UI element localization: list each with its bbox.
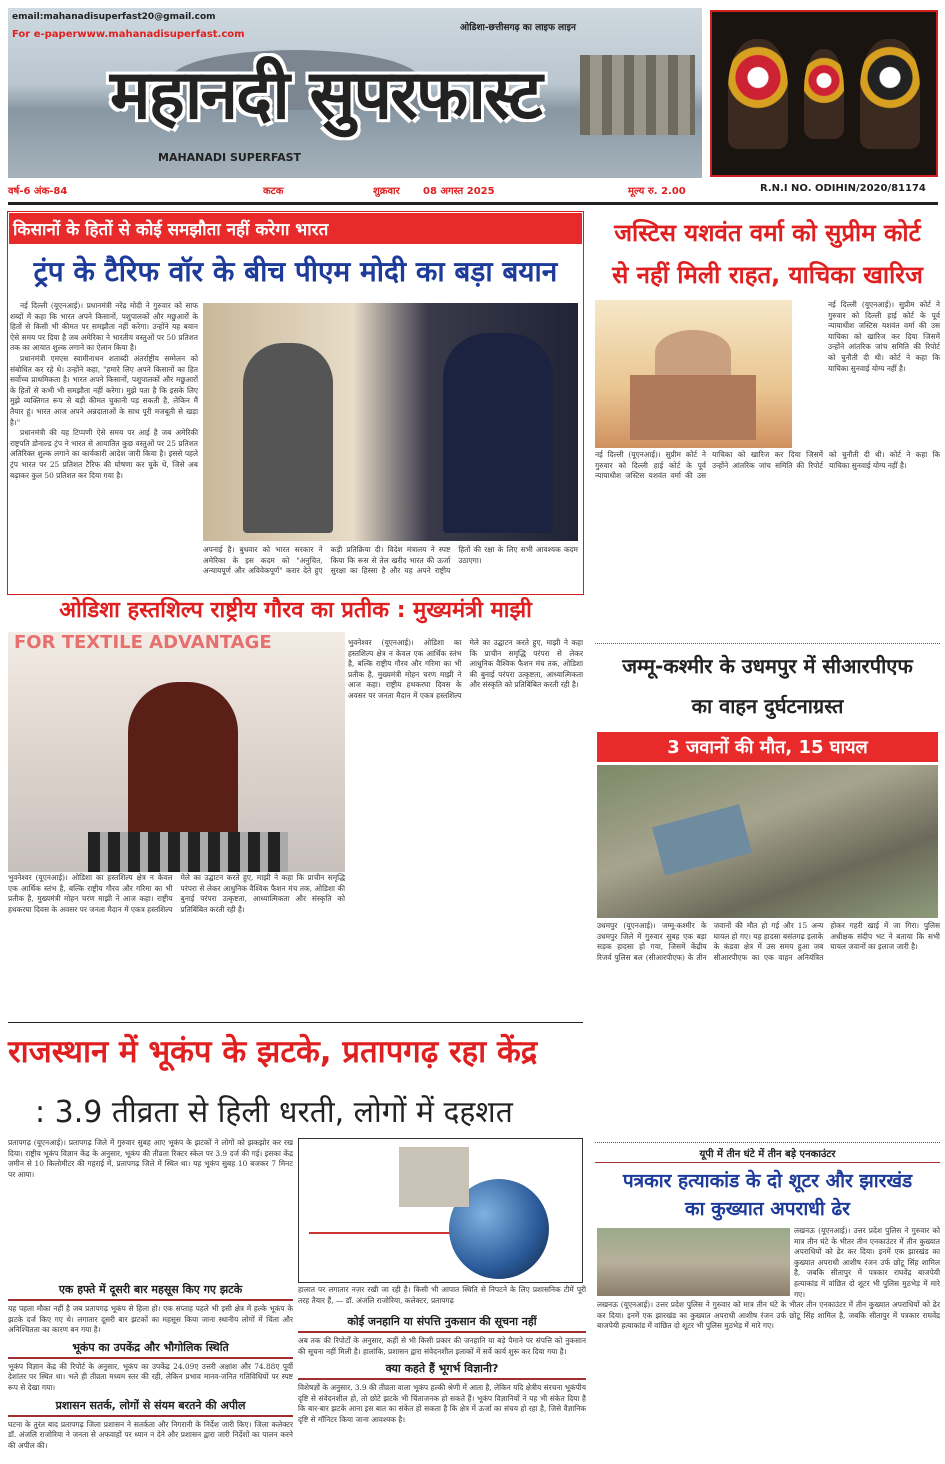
headline-text: राजस्थान में भूकंप के झटके, प्रतापगढ़ रहा केंद्र <box>8 1034 538 1070</box>
damaged-room-photo <box>399 1147 469 1207</box>
quake-story-headline-2[interactable]: : 3.9 तीव्रता से हिली धरती, लोगों में दहशत <box>35 1095 513 1130</box>
section-text: घटना के तुरंत बाद प्रतापगढ़ जिला प्रशासन ने सतर्कता और निगरानी के निर्देश जारी किए। जिला कलेक्टर डॉ. अंजलि राजोरिया ने जनता से अफवाहों पर ध्यान न देने और प्रशासन द्वारा जारी निर्देशों का पालन करने की अपील की। <box>8 1419 293 1450</box>
encounter-body: लखनऊ (यूएनआई)। उत्तर प्रदेश पुलिस ने गुरुवार को मात्र तीन घंटे के भीतर तीन एनकाउंटर में तीन कुख्यात अपराधियों को ढेर कर दिया। इनमें एक झारखंड का कुख्यात अपराधी आशीष रंजन उर्फ छोटू सिंह शामिल है, जबकि सीतापुर में पत्रकार राघवेंद्र बाजपेयी हत्याकांड में वांछित दो शूटर भी पुलिस मुठभेड़ में मारे गए। <box>794 1226 940 1298</box>
earthquake-graphic <box>298 1138 583 1283</box>
person-figure <box>443 333 553 533</box>
dam-image <box>580 55 695 135</box>
microphones <box>88 832 288 872</box>
subheading: क्या कहते हैं भूगर्भ विज्ञानी? <box>298 1361 586 1380</box>
encounter-headline-2[interactable]: का कुख्यात अपराधी ढेर <box>685 1198 850 1220</box>
masthead-tagline: ओडिशा-छत्तीसगढ़ का लाइफ लाइन <box>460 23 576 33</box>
odisha-story-body: भुवनेश्वर (यूएनआई)। ओडिशा का हस्तशिल्प क्षेत्र न केवल एक आर्थिक स्तंभ है, बल्कि राष्ट्रीय गौरव और गरिमा का भी प्रतीक है, मुख्यमंत्री मोहन चरण माझी ने आज कहा। राष्ट्रीय हथकरघा दिवस के अवसर पर जनता मैदान में एकत्र हस्तशिल्प मेले का उद्घाटन करते हुए, माझी ने कहा कि प्राचीन समृद्धि परंपरा से लेकर आधुनिक वैश्विक फैशन मंच तक, ओडिशा की बुनाई परंपरा उत्कृष्टता, आध्यात्मिकता और संस्कृति को प्रतिबिंबित करती रही है। <box>348 638 583 700</box>
crpf-story-headline-1[interactable]: जम्मू-कश्मीर के उधमपुर में सीआरपीएफ <box>622 654 913 678</box>
paragraph: नई दिल्ली (यूएनआई)। प्रधानमंत्री नरेंद्र मोदी ने गुरुवार को साफ शब्दों में कहा कि भारत अपने किसानों, पशुपालकों और मछुआरों के हितों से किसी भी कीमत पर समझौता नहीं करेगा। उन्होंने यह बयान ऐसे समय पर दिया है जब अमेरिका ने भारतीय वस्तुओं पर 50 प्रतिशत तक का आयात शुल्क लगाने का ऐलान किया है। <box>10 301 198 353</box>
section-text: अब तक की रिपोर्टों के अनुसार, कहीं से भी किसी प्रकार की जनहानि या बड़े पैमाने पर संपत्ति को नुकसान की सूचना नहीं मिली है। हालांकि, प्रशासन द्वारा संवेदनशील इलाकों में सर्वे कार्य शुरू कर दिया गया है। <box>298 1336 586 1356</box>
section-text: यह पहला मौका नहीं है जब प्रतापगढ़ भूकंप से हिला हो। एक सप्ताह पहले भी इसी क्षेत्र में हल्के भूकंप के झटके दर्ज किए गए थे। लगातार दूसरी बार झटकों का महसूस किया जाना स्थानीय लोगों में चिंता और अनिश्चितता का कारण बन गया है। <box>8 1304 293 1335</box>
lead-story-kicker: किसानों के हितों से कोई समझौता नहीं करेगा भारत <box>9 213 582 244</box>
divider <box>8 202 938 205</box>
day: शुक्रवार <box>373 186 400 197</box>
lead-story-headline[interactable]: ट्रंप के टैरिफ वॉर के बीच पीएम मोदी का बड़ा बयान <box>33 255 558 288</box>
modi-trump-photo <box>203 303 578 541</box>
odisha-story-headline[interactable]: ओडिशा हस्तशिल्प राष्ट्रीय गौरव का प्रतीक : मुख्यमंत्री माझी <box>59 598 532 623</box>
subheading: प्रशासन सतर्क, लोगों से संयम बरतने की अपील <box>8 1398 293 1417</box>
subheading: एक हफ्ते में दूसरी बार महसूस किए गए झटके <box>8 1282 293 1301</box>
crpf-story-headline-2[interactable]: का वाहन दुर्घटनाग्रस्त <box>691 694 844 718</box>
encounter-kicker: यूपी में तीन घंटे में तीन बड़े एनकाउंटर <box>595 1146 940 1163</box>
crpf-story-body: उधमपुर (यूएनआई)। जम्मू-कश्मीर के उधमपुर जिले में गुरुवार सुबह एक बड़ा सड़क हादसा हो गया, जिसमें केंद्रीय रिजर्व पुलिस बल (सीआरपीएफ) के तीन जवानों की मौत हो गई और 15 अन्य घायल हो गए। यह हादसा बसंतगढ़ इलाके के कंडवा क्षेत्र में उस समय हुआ जब सीआरपीएफ का एक वाहन अनियंत्रित होकर गहरी खाई में जा गिरा। पुलिस अधीक्षक संदीप भट ने बताया कि सभी घायल जवानों का इलाज जारी है। <box>597 921 940 962</box>
supreme-court-photo <box>595 300 792 448</box>
court-story-headline-1[interactable]: जस्टिस यशवंत वर्मा को सुप्रीम कोर्ट <box>614 219 921 247</box>
divider <box>8 1022 583 1023</box>
city: कटक <box>263 186 284 197</box>
person-figure <box>243 343 333 533</box>
divider <box>595 643 940 644</box>
paragraph: प्रधानमंत्री की यह टिप्पणी ऐसे समय पर आई है जब अमेरिकी राष्ट्रपति डोनाल्ड ट्रंप ने भारत से आयातित कुछ वस्तुओं पर 25 प्रतिशत अतिरिक्त शुल्क लगाने का कार्यकारी आदेश जारी किया है। इससे पहले ट्रंप भारत पर 25 प्रतिशत टैरिफ की घोषणा कर चुके थे, जिसे अब बढ़ाकर कुल 50 प्रतिशत कर दिया गया है। <box>10 428 198 480</box>
quake-story-body: प्रतापगढ़ (यूएनआई)। प्रतापगढ़ जिले में गुरुवार सुबह आए भूकंप के झटकों ने लोगों को झकझोर कर रख दिया। राष्ट्रीय भूकंप विज्ञान केंद्र के अनुसार, भूकंप की तीव्रता रिक्टर स्केल पर 3.9 दर्ज की गई। इसका केंद्र जमीन से 10 किलोमीटर की गहराई में, प्रतापगढ़ जिले में स्थित था। यह भूकंप सुबह 10 बजकर 7 मिनट पर आया। <box>8 1138 293 1179</box>
accident-vehicle-photo <box>597 765 938 918</box>
odisha-story-body-continued: भुवनेश्वर (यूएनआई)। ओडिशा का हस्तशिल्प क्षेत्र न केवल एक आर्थिक स्तंभ है, बल्कि राष्ट्रीय गौरव और गरिमा का भी प्रतीक है, मुख्यमंत्री मोहन चरण माझी ने आज कहा। राष्ट्रीय हथकरघा दिवस के अवसर पर जनता मैदान में एकत्र हस्तशिल्प मेले का उद्घाटन करते हुए, माझी ने कहा कि प्राचीन समृद्धि परंपरा से लेकर आधुनिक वैश्विक फैशन मंच तक, ओडिशा की बुनाई परंपरा उत्कृष्टता, आध्यात्मिकता और संस्कृति को प्रतिबिंबित करती रही है। <box>8 873 345 914</box>
photo-banner-text: FOR TEXTILE ADVANTAGE <box>14 632 272 653</box>
court-story-body-continued: नई दिल्ली (यूएनआई)। सुप्रीम कोर्ट ने गुरुवार को दिल्ली हाई कोर्ट के पूर्व न्यायाधीश जस्टिस यशवंत वर्मा की उस याचिका को खारिज कर दिया जिसमें उन्होंने आंतरिक जांच समिति की रिपोर्ट को चुनौती दी थी। कोर्ट ने कहा कि याचिका सुनवाई योग्य नहीं है। <box>828 300 940 373</box>
masthead-email[interactable]: email:mahanadisuperfast20@gmail.com <box>12 12 216 22</box>
paragraph: प्रधानमंत्री एमएस स्वामीनाथन शताब्दी अंतर्राष्ट्रीय सम्मेलन को संबोधित कर रहे थे। उन्होंने कहा, "हमारे लिए अपने किसानों का हित सर्वोच्च प्राथमिकता है। भारत अपने किसानों, पशुपालकों और मछुआरों के हितों से कभी भी समझौता नहीं करेगा। मुझे पता है कि इसके लिए मुझे व्यक्तिगत रूप से बड़ी कीमत चुकानी पड़ सकती है, लेकिन मैं तैयार हूं। भारत आज अपने अन्नदाताओं के साथ पूरी मजबूती से खड़ा है।" <box>10 353 198 427</box>
rni-number: R.N.I NO. ODIHIN/2020/81174 <box>760 183 926 194</box>
crpf-story-banner: 3 जवानों की मौत, 15 घायल <box>597 732 938 762</box>
court-story-body: नई दिल्ली (यूएनआई)। सुप्रीम कोर्ट ने गुरुवार को दिल्ली हाई कोर्ट के पूर्व न्यायाधीश जस्टिस यशवंत वर्मा की उस याचिका को खारिज कर दिया जिसमें उन्होंने आंतरिक जांच समिति की रिपोर्ट को चुनौती दी थी। कोर्ट ने कहा कि याचिका सुनवाई योग्य नहीं है। <box>595 450 940 481</box>
police-photo <box>597 1228 790 1296</box>
chief-minister-photo <box>8 632 345 872</box>
divider <box>595 1142 940 1143</box>
court-story-headline-2[interactable]: से नहीं मिली राहत, याचिका खारिज <box>612 261 923 289</box>
volume-issue: वर्ष-6 अंक-84 <box>8 186 68 197</box>
quake-subsections-left <box>8 1278 293 1451</box>
section-text: विशेषज्ञों के अनुसार, 3.9 की तीव्रता वाला भूकंप हल्की श्रेणी में आता है, लेकिन यदि क्षेत्रीय संरचना भूकंपीय दृष्टि से संवेदनशील हो, तो छोटे झटके भी चिंताजनक हो सकते हैं। भूकंप विज्ञानियों ने यह भी संकेत दिया है कि बार-बार झटके आना इस बात का संकेत हो सकता है कि क्षेत्र में ऊर्जा का संचय हो रहा है, जिसे वैज्ञानिक दृष्टि से मॉनिटर किया जाना आवश्यक है। <box>298 1383 586 1424</box>
price: मूल्य रु. 2.00 <box>628 186 686 197</box>
newspaper-logo: महानदी सुपरफास्ट <box>110 56 541 135</box>
collector-quote: हालात पर लगातार नज़र रखी जा रही है। किसी भी आपात स्थिति से निपटने के लिए प्रशासनिक टीमें पूरी तरह तैयार हैं, — डॉ. अंजलि राजोरिया, कलेक्टर, प्रतापगढ़ <box>298 1285 586 1305</box>
quake-subsections-right <box>298 1310 586 1426</box>
lead-story-body <box>10 301 198 581</box>
date: 08 अगस्त 2025 <box>423 186 495 197</box>
issue-info-bar <box>8 183 938 197</box>
lead-story-caption-text: अपनाई है। बुधवार को भारत सरकार ने अमेरिका के इस कदम को "अनुचित, अन्यायपूर्ण और अविवेकपूर्ण" करार देते हुए कड़ी प्रतिक्रिया दी। विदेश मंत्रालय ने स्पष्ट किया कि रूस से तेल खरीद भारत की ऊर्जा सुरक्षा का हिस्सा है और यह अपने राष्ट्रीय हितों की रक्षा के लिए सभी आवश्यक कदम उठाएगा। <box>203 545 578 576</box>
vehicle-wreck <box>652 804 752 876</box>
encounter-headline-1[interactable]: पत्रकार हत्याकांड के दो शूटर और झारखंड <box>622 1170 913 1192</box>
quake-story-headline-1[interactable] <box>8 1030 588 1072</box>
jagannath-image <box>710 10 938 177</box>
subheading: भूकंप का उपकेंद्र और भौगोलिक स्थिति <box>8 1340 293 1359</box>
masthead-english-title: MAHANADI SUPERFAST <box>158 151 302 164</box>
subheading: कोई जनहानि या संपत्ति नुकसान की सूचना नहीं <box>298 1314 586 1333</box>
section-text: भूकंप विज्ञान केंद्र की रिपोर्ट के अनुसार, भूकंप का उपकेंद्र 24.09ए उत्तरी अक्षांश और 74.88ए पूर्वी देशांतर पर स्थित था। भले ही तीव्रता मध्यम स्तर की रही, लेकिन प्रभाव मानव-जनित गतिविधियों पर स्पष्ट रूप से देखा गया। <box>8 1361 293 1392</box>
encounter-body-continued: लखनऊ (यूएनआई)। उत्तर प्रदेश पुलिस ने गुरुवार को मात्र तीन घंटे के भीतर तीन एनकाउंटर में तीन कुख्यात अपराधियों को ढेर कर दिया। इनमें एक झारखंड का कुख्यात अपराधी आशीष रंजन उर्फ छोटू सिंह शामिल है, जबकि सीतापुर में पत्रकार राघवेंद्र बाजपेयी हत्याकांड में वांछित दो शूटर भी पुलिस मुठभेड़ में मारे गए। <box>597 1300 940 1331</box>
masthead-epaper-link[interactable]: For e-paperwww.mahanadisuperfast.com <box>12 29 245 40</box>
